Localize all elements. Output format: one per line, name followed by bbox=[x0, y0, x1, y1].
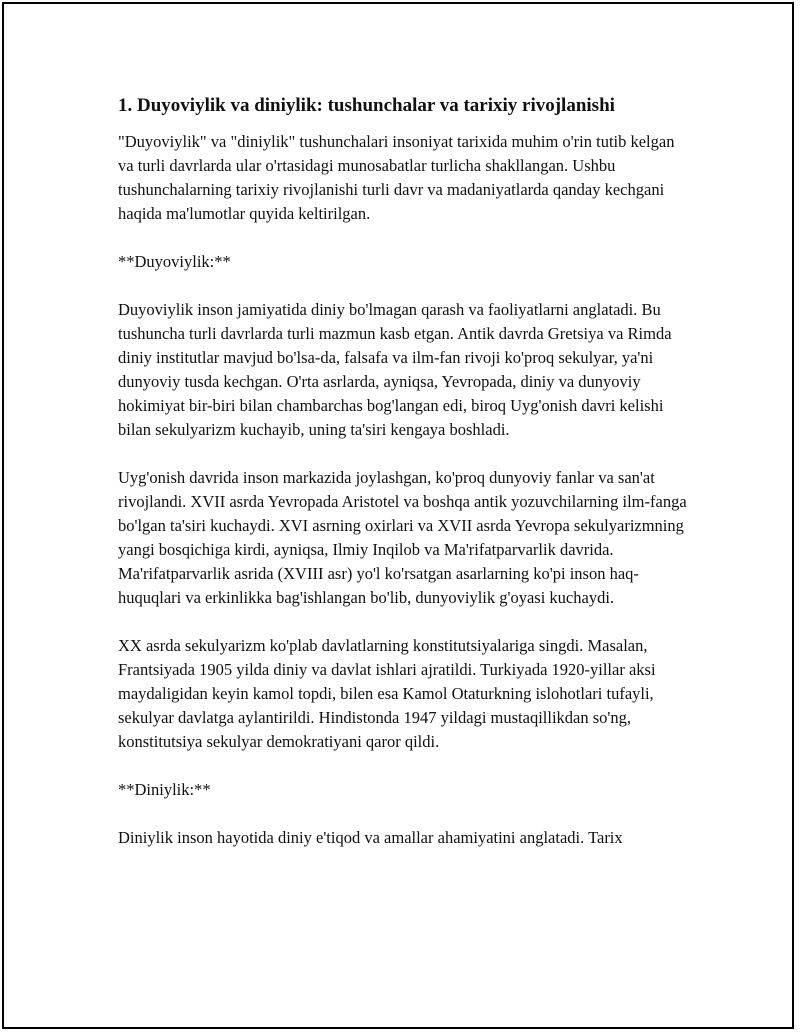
body-paragraph: Diniylik inson hayotida diniy e'tiqod va amallar ahamiyatini anglatadi. Tarix bbox=[118, 828, 623, 847]
intro-paragraph: "Duyoviylik" va "diniylik" tushunchalari insoniyat tarixida muhim o'rin tutib kelgan va turli davrlarda ular o'rtasidagi munosabatlar turlicha shakllangan. Ushbu tushunchalarning tarixiy rivojlanishi turli davr va madaniyatlarda qanday kechgani haqida ma'lumotlar quyida keltirilgan. bbox=[118, 132, 675, 223]
section-marker-duyoviylik: **Duyoviylik:** bbox=[118, 252, 231, 271]
section-marker-diniylik: **Diniylik:** bbox=[118, 780, 211, 799]
body-paragraph: XX asrda sekulyarizm ko'plab davlatlarning konstitutsiyalariga singdi. Masalan, Frantsiyada 1905 yilda diniy va davlat ishlari ajratildi. Turkiyada 1920-yillar aksi maydaligidan keyin kamol topdi, bilen esa Kamol Otaturkning islohotlari tufayli, sekulyar davlatga aylantirildi. Hindistonda 1947 yildagi mustaqillikdan so'ng, konstitutsiya sekulyar demokratiyani qaror qildi. bbox=[118, 636, 656, 751]
body-paragraph: Uyg'onish davrida inson markazida joylashgan, ko'proq dunyoviy fanlar va san'at rivojlandi. XVII asrda Yevropada Aristotel va boshqa antik yozuvchilarning ilm-fanga bo'lgan ta'siri kuchaydi. XVI asrning oxirlari va XVII asrda Yevropa sekulyarizmning yangi bosqichiga kirdi, ayniqsa, Ilmiy Inqilob va Ma'rifatparvarlik davrida. Ma'rifatparvarlik asrida (XVIII asr) yo'l ko'rsatgan asarlarning ko'pi inson haq-huquqlari va erkinlikka bag'ishlangan bo'lib, dunyoviylik g'oyasi kuchaydi. bbox=[118, 468, 687, 607]
document-body bbox=[118, 94, 688, 874]
document-title: 1. Duyoviylik va diniylik: tushunchalar va tarixiy rivojlanishi bbox=[118, 95, 615, 116]
body-paragraph: Duyoviylik inson jamiyatida diniy bo'lmagan qarash va faoliyatlarni anglatadi. Bu tushuncha turli davrlarda turli mazmun kasb etgan. Antik davrda Gretsiya va Rimda diniy institutlar mavjud bo'lsa-da, falsafa va ilm-fan rivoji ko'proq sekulyar, ya'ni dunyoviy tusda kechgan. O'rta asrlarda, ayniqsa, Yevropada, diniy va dunyoviy hokimiyat bir-biri bilan chambarchas bog'langan edi, biroq Uyg'onish davri kelishi bilan sekulyarizm kuchayib, uning ta'siri kengaya boshladi. bbox=[118, 300, 672, 439]
